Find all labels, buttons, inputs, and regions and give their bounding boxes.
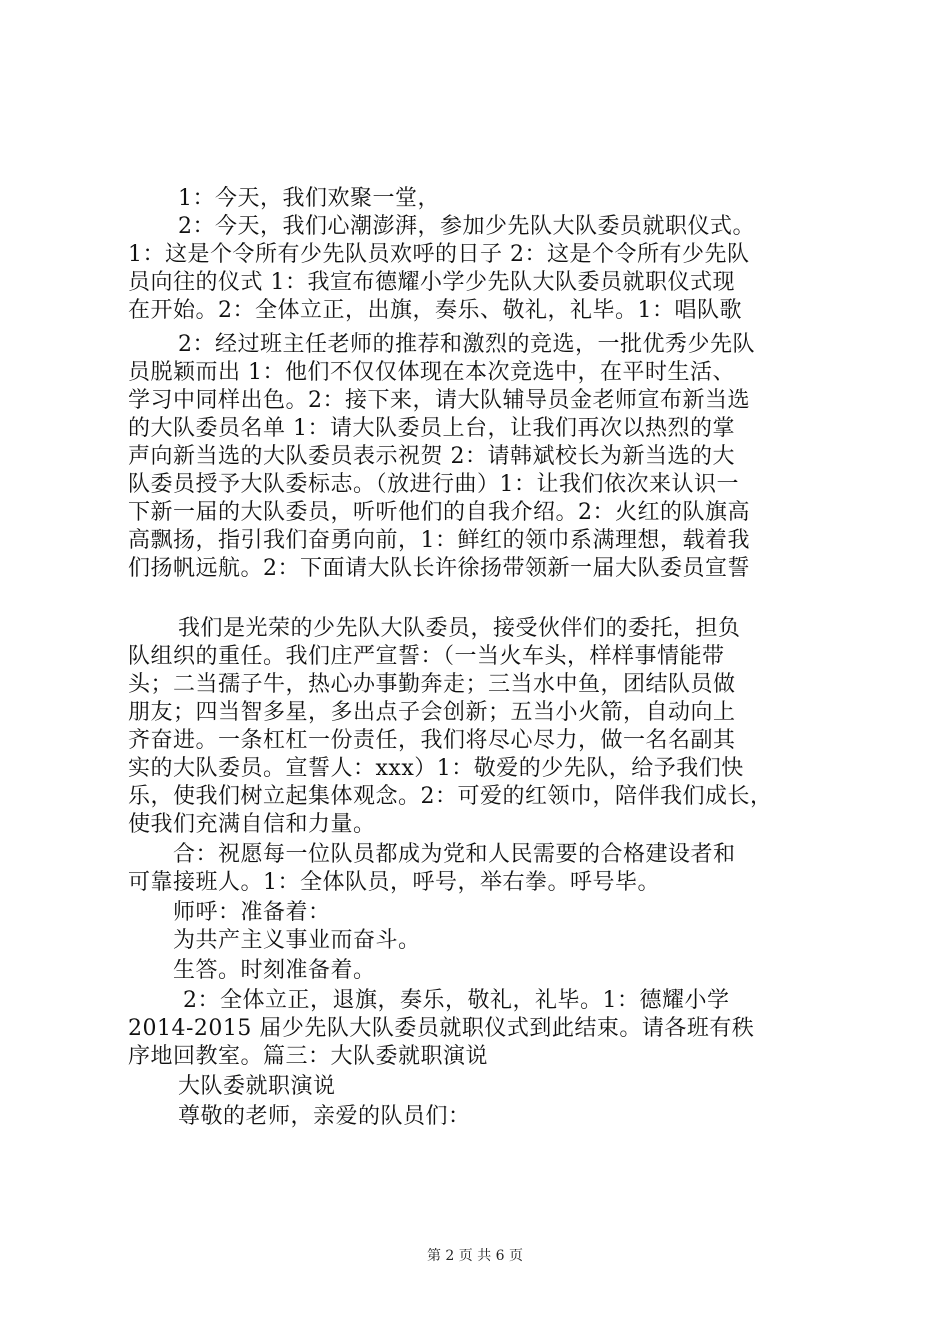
text-line-31: 大队委就职演说 (178, 1074, 336, 1099)
text-line-14: 们扬帆远航。2：下面请大队长许徐扬带领新一届大队委员宣誓 (128, 556, 750, 581)
text-line-22: 使我们充满自信和力量。 (128, 812, 376, 837)
text-line-9: 的大队委员名单 1：请大队委员上台，让我们再次以热烈的掌 (128, 416, 735, 441)
text-line-17: 头；二当孺子牛，热心办事勤奔走；三当水中鱼，团结队员做 (128, 672, 736, 697)
text-line-2: 2：今天，我们心潮澎湃，参加少先队大队委员就职仪式。 (178, 214, 755, 239)
text-line-19: 齐奋进。一条杠杠一份责任，我们将尽心尽力，做一名名副其 (128, 728, 736, 753)
text-line-1: 1：今天，我们欢聚一堂， (178, 186, 440, 211)
text-line-25: 师呼：准备着： (173, 900, 331, 925)
text-line-3: 1：这是个令所有少先队员欢呼的日子 2：这是个令所有少先队 (128, 242, 750, 267)
page-number-footer: 第 2 页 共 6 页 (426, 1248, 524, 1264)
text-line-5: 在开始。2：全体立正，出旗，奏乐、敬礼，礼毕。1：唱队歌 (128, 298, 742, 323)
text-line-29: 2014-2015 届少先队大队委员就职仪式到此结束。请各班有秩 (128, 1016, 755, 1041)
text-line-21: 乐，使我们树立起集体观念。2：可爱的红领巾，陪伴我们成长， (128, 784, 773, 809)
text-line-26: 为共产主义事业而奋斗。 (173, 928, 421, 953)
text-line-10: 声向新当选的大队委员表示祝贺 2：请韩斌校长为新当选的大 (128, 444, 735, 469)
text-line-7: 员脱颖而出 1：他们不仅仅体现在本次竞选中，在平时生活、 (128, 360, 735, 385)
text-line-11: 队委员授予大队委标志。（放进行曲）1：让我们依次来认识一 (128, 472, 739, 497)
text-line-28: 2：全体立正，退旗，奏乐，敬礼，礼毕。1：德耀小学 (183, 988, 730, 1013)
text-line-23: 合：祝愿每一位队员都成为党和人民需要的合格建设者和 (173, 842, 736, 867)
text-line-20: 实的大队委员。宣誓人：xxx）1：敬爱的少先队，给予我们快 (128, 756, 744, 781)
text-line-6: 2：经过班主任老师的推荐和激烈的竞选，一批优秀少先队 (178, 332, 755, 357)
text-line-32: 尊敬的老师，亲爱的队员们： (178, 1104, 471, 1129)
text-line-27: 生答。时刻准备着。 (173, 958, 376, 983)
text-line-30: 序地回教室。篇三：大队委就职演说 (128, 1044, 489, 1069)
text-line-4: 员向往的仪式 1：我宣布德耀小学少先队大队委员就职仪式现 (128, 270, 735, 295)
text-line-24: 可靠接班人。1：全体队员，呼号，举右拳。呼号毕。 (128, 870, 660, 895)
text-line-8: 学习中同样出色。2：接下来，请大队辅导员金老师宣布新当选 (128, 388, 750, 413)
text-line-13: 高飘扬，指引我们奋勇向前，1：鲜红的领巾系满理想，载着我 (128, 528, 750, 553)
text-line-15: 我们是光荣的少先队大队委员，接受伙伴们的委托，担负 (178, 616, 741, 641)
text-line-18: 朋友；四当智多星，多出点子会创新；五当小火箭，自动向上 (128, 700, 736, 725)
text-line-12: 下新一届的大队委员，听听他们的自我介绍。2：火红的队旗高 (128, 500, 750, 525)
text-line-16: 队组织的重任。我们庄严宣誓：（一当火车头，样样事情能带 (128, 644, 725, 669)
